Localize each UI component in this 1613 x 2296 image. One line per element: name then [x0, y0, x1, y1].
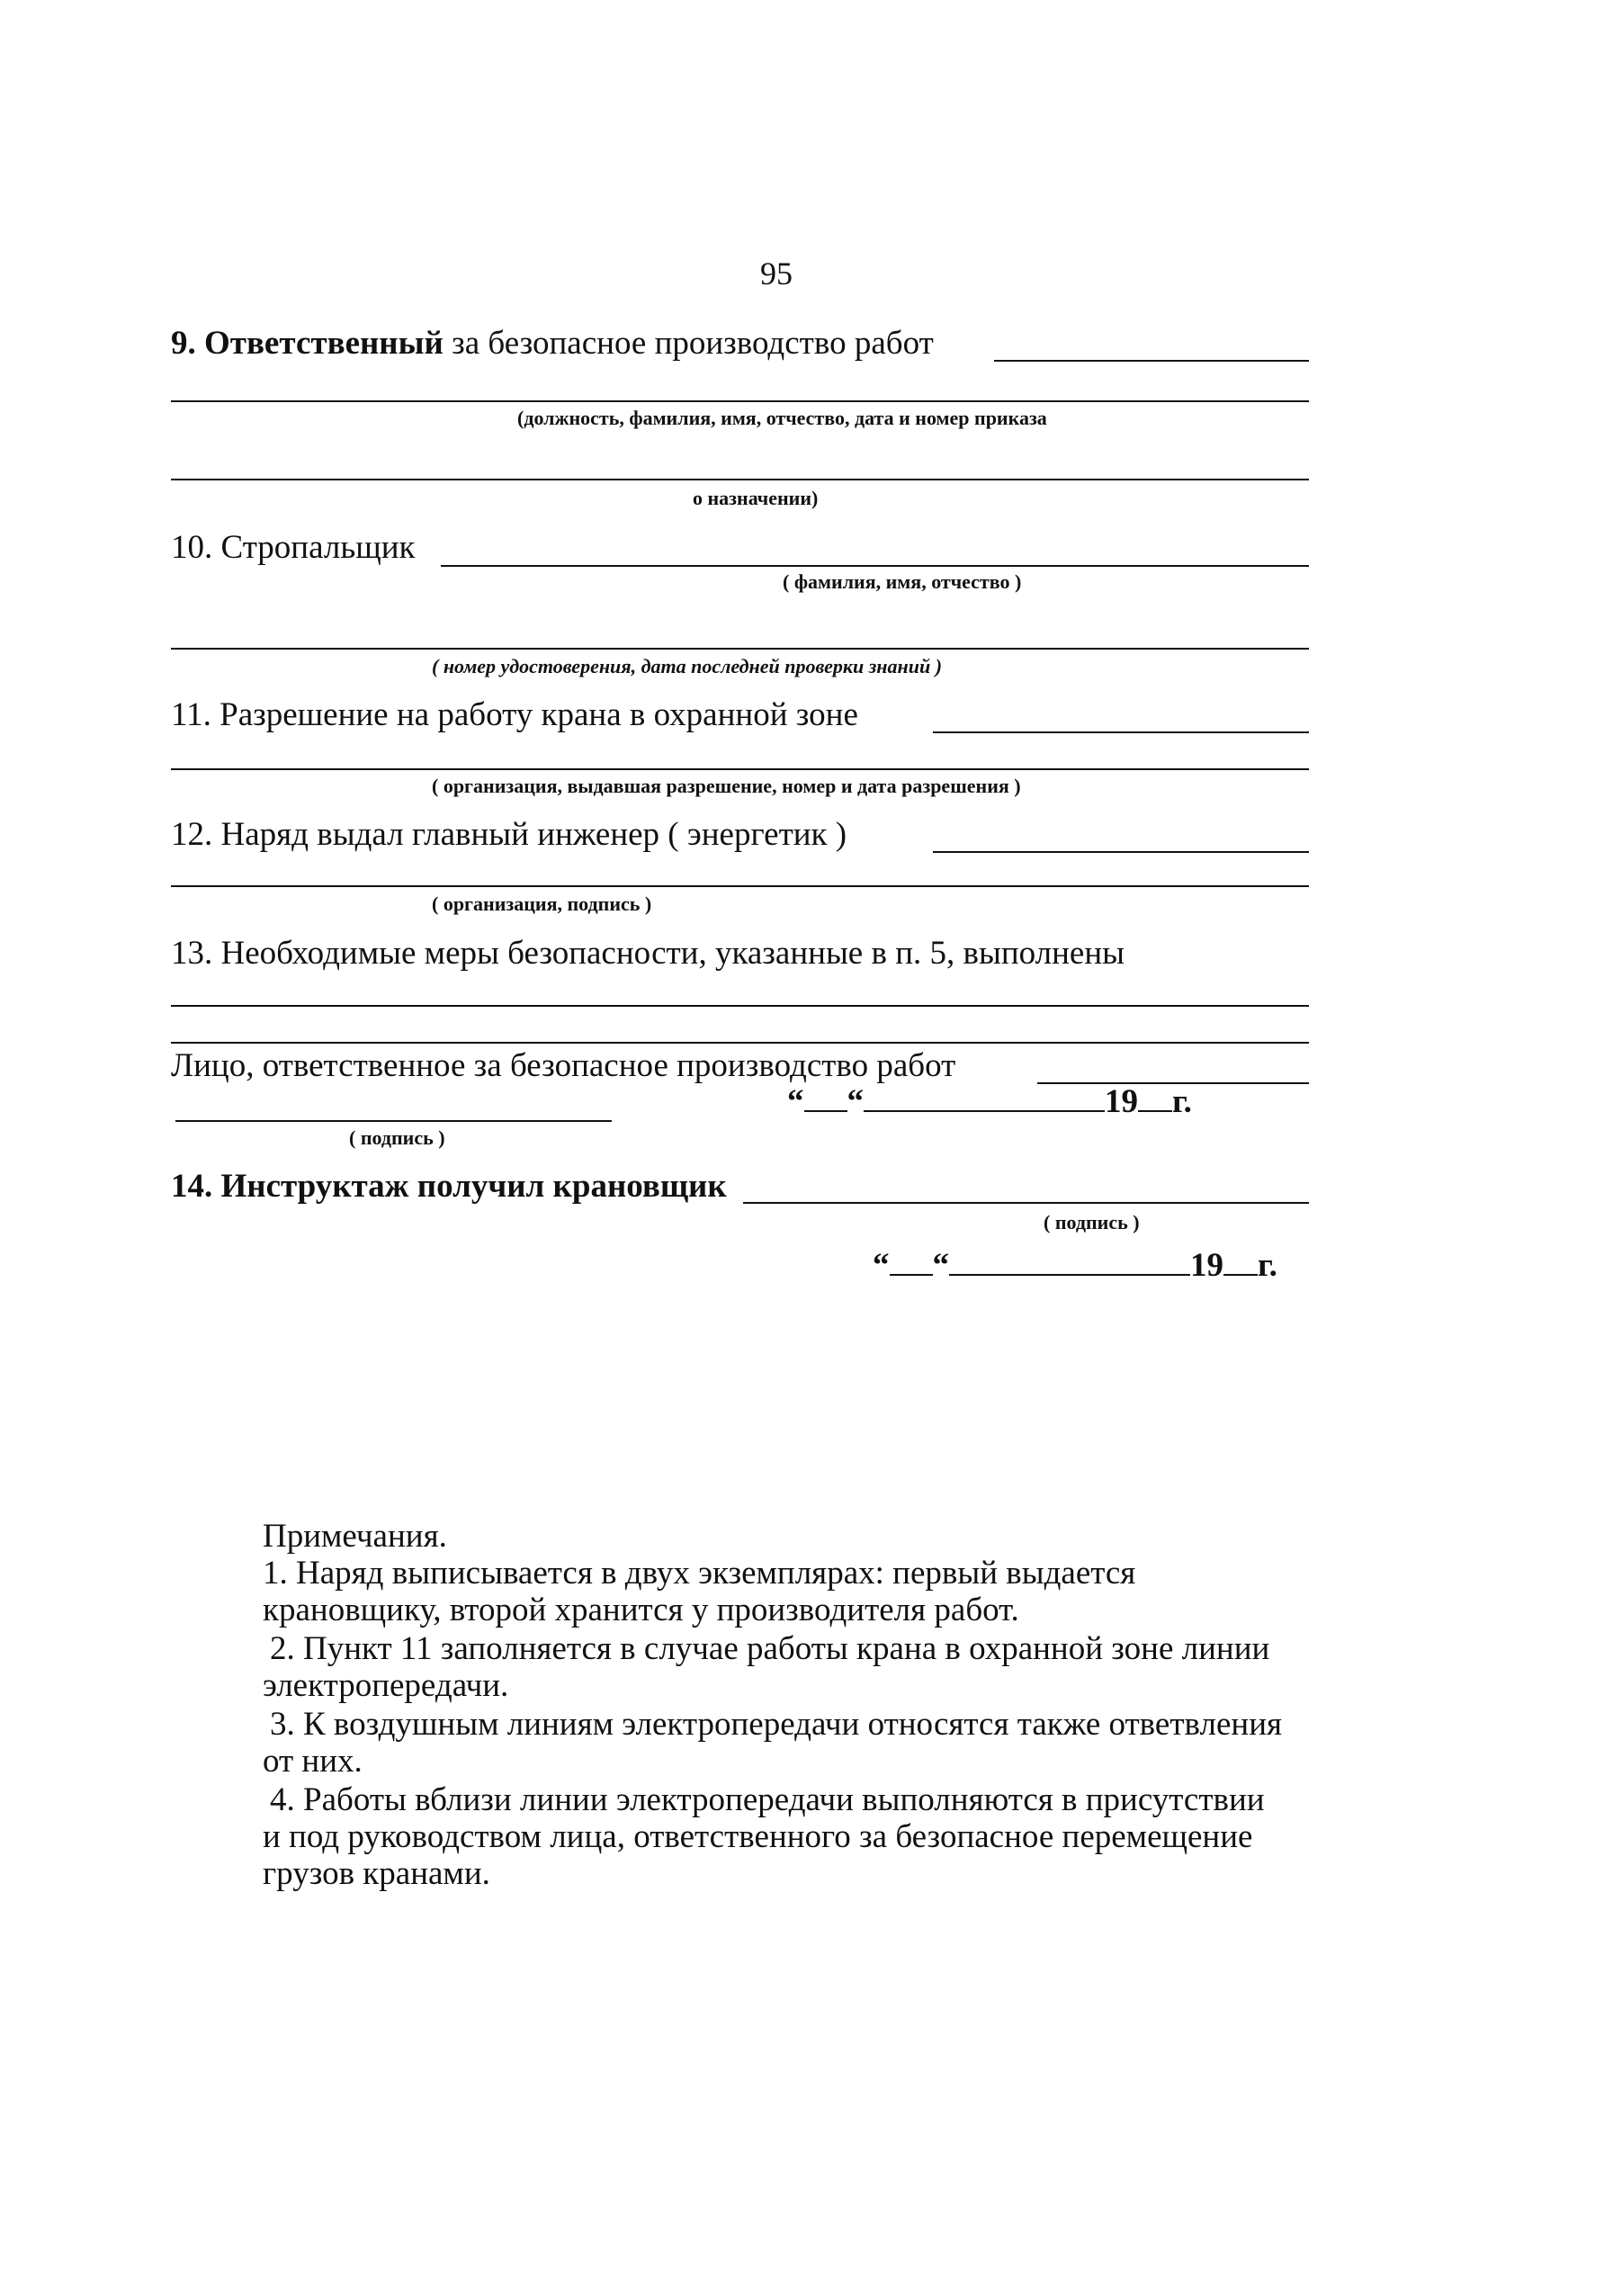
item14-sign-caption: ( подпись )	[1044, 1211, 1140, 1233]
item9-fill-line[interactable]	[994, 360, 1309, 362]
note-1-line-1: 1. Наряд выписывается в двух экземплярах: первый выдается	[263, 1555, 1136, 1592]
item11-fill-line[interactable]	[933, 731, 1309, 733]
note-4-line-1: 4. Работы вблизи линии электропередачи выполняются в присутствии	[270, 1781, 1265, 1818]
note-3-line-1: 3. К воздушным линиям электропередачи относятся также ответвления	[270, 1706, 1283, 1743]
item14-year-prefix: 19	[1190, 1247, 1223, 1284]
item12-label: 12. Наряд выдал главный инженер ( энергетик )	[171, 816, 847, 853]
notes-title: Примечания.	[263, 1518, 447, 1555]
item14-year-suffix: г.	[1258, 1247, 1277, 1284]
item12-fill-line[interactable]	[933, 851, 1309, 853]
item14-open-quote: “	[873, 1247, 890, 1284]
item11-label: 11. Разрешение на работу крана в охранной зоне	[171, 696, 858, 733]
item13-responsible: Лицо, ответственное за безопасное производство работ	[171, 1047, 956, 1084]
item14-label: 14. Инструктаж получил крановщик	[171, 1168, 727, 1205]
item9-caption-2: о назначении)	[693, 487, 819, 509]
item13-line-2[interactable]	[171, 1042, 1309, 1044]
item9-label-bold: 9. Ответственный	[171, 325, 444, 362]
item10-caption-2: ( номер удостоверения, дата последней проверки знаний )	[432, 655, 943, 677]
item9-caption-1: (должность, фамилия, имя, отчество, дата и номер приказа	[517, 407, 1047, 429]
item13-date	[787, 1082, 1192, 1121]
note-2-line-1: 2. Пункт 11 заполняется в случае работы крана в охранной зоне линии	[270, 1630, 1270, 1667]
item12-line-2[interactable]	[171, 885, 1309, 887]
item10-fill-line[interactable]	[441, 565, 1309, 567]
item10-label: 10. Стропальщик	[171, 529, 416, 566]
item10-line-2[interactable]	[171, 648, 1309, 650]
item13-day-field[interactable]	[804, 1110, 847, 1112]
item13-open-quote: “	[787, 1083, 804, 1120]
item13-year-prefix: 19	[1105, 1083, 1138, 1120]
item13-year-field[interactable]	[1138, 1110, 1172, 1112]
item14-close-quote: “	[932, 1247, 949, 1284]
item14-year-field[interactable]	[1223, 1274, 1258, 1276]
item11-caption: ( организация, выдавшая разрешение, номер и дата разрешения )	[432, 775, 1021, 797]
item13-label: 13. Необходимые меры безопасности, указанные в п. 5, выполнены	[171, 935, 1125, 972]
item13-year-suffix: г.	[1172, 1083, 1192, 1120]
item14-day-field[interactable]	[890, 1274, 933, 1276]
item9-label-rest: за безопасное производство работ	[443, 325, 934, 362]
note-4-line-3: грузов кранами.	[263, 1855, 490, 1892]
item14-month-field[interactable]	[949, 1274, 1190, 1276]
item13-signature-line[interactable]	[175, 1120, 612, 1122]
item13-month-field[interactable]	[864, 1110, 1105, 1112]
item9-label	[171, 324, 934, 363]
item11-line-2[interactable]	[171, 768, 1309, 770]
item12-caption: ( организация, подпись )	[432, 892, 652, 915]
item9-line-2[interactable]	[171, 400, 1309, 402]
item14-date	[873, 1246, 1277, 1285]
item13-line-1[interactable]	[171, 1005, 1309, 1007]
item13-close-quote: “	[847, 1083, 864, 1120]
item13-sign-caption: ( подпись )	[349, 1126, 445, 1149]
note-2-line-2: электропередачи.	[263, 1667, 509, 1704]
item14-fill-line[interactable]	[743, 1202, 1309, 1204]
note-4-line-2: и под руководством лица, ответственного за безопасное перемещение	[263, 1818, 1253, 1855]
item9-line-3[interactable]	[171, 479, 1309, 480]
item10-caption-1: ( фамилия, имя, отчество )	[783, 570, 1022, 593]
note-1-line-2: крановщику, второй хранится у производителя работ.	[263, 1592, 1019, 1628]
page-number: 95	[760, 256, 793, 291]
note-3-line-2: от них.	[263, 1743, 363, 1780]
